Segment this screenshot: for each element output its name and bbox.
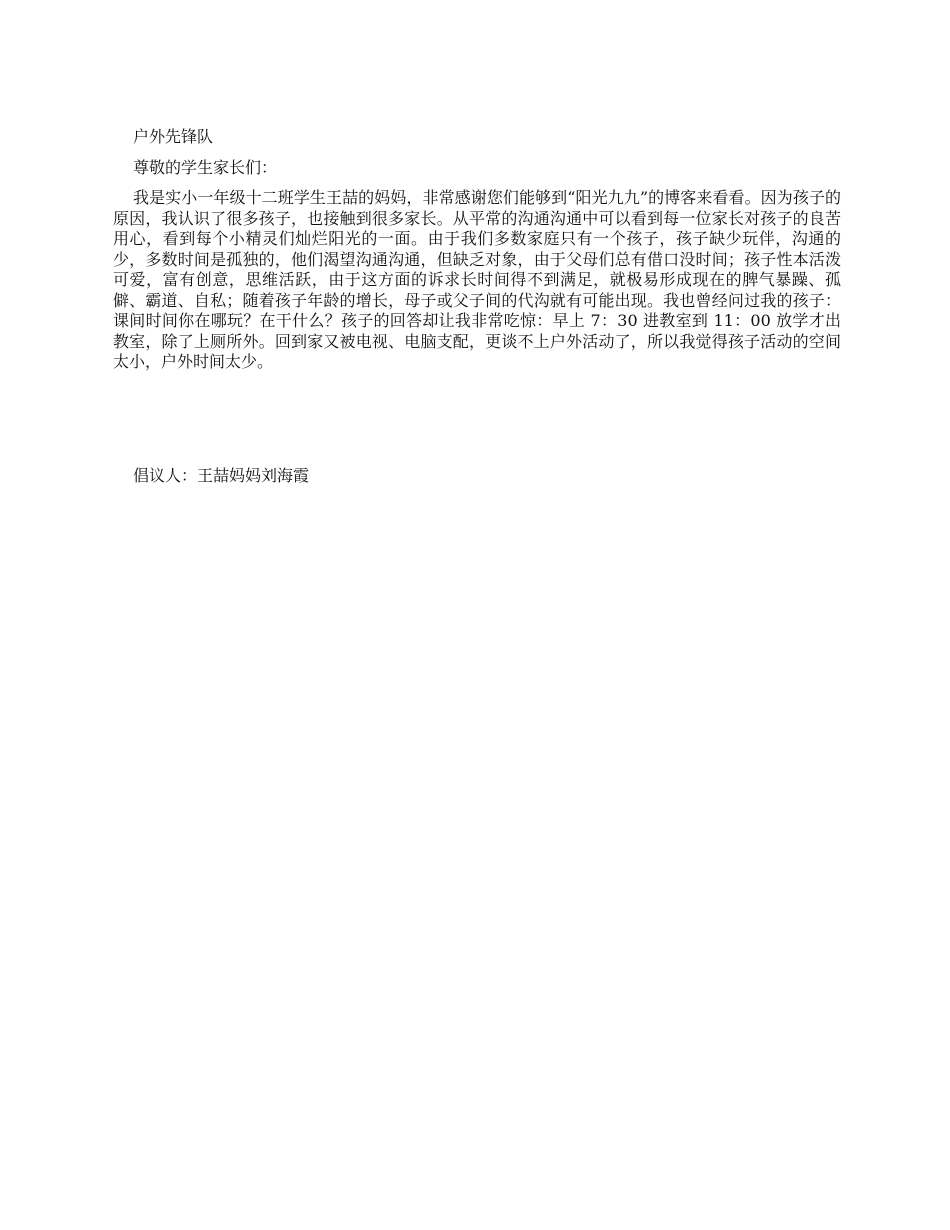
document-page [113,126,841,485]
document-title: 户外先锋队 [133,127,214,146]
body-paragraph: 我是实小一年级十二班学生王喆的妈妈，非常感谢您们能够到“阳光九九”的博客来看看。因为孩子的原因，我认识了很多孩子，也接触到很多家长。从平常的沟通沟通中可以看到每一位家长对孩子的良苦用心，看到每个小精灵们灿烂阳光的一面。由于我们多数家庭只有一个孩子，孩子缺少玩伴，沟通的少，多数时间是孤独的，他们渴望沟通沟通，但缺乏对象，由于父母们总有借口没时间；孩子性本活泼可爱，富有创意，思维活跃，由于这方面的诉求长时间得不到满足，就极易形成现在的脾气暴躁、孤僻、霸道、自私；随着孩子年龄的增长，母子或父子间的代沟就有可能出现。我也曾经问过我的孩子：课间时间你在哪玩？在干什么？孩子的回答却让我非常吃惊：早上 7：30 进教室到 11：00 放学才出教室，除了上厕所外。回到家又被电视、电脑支配，更谈不上户外活动了，所以我觉得孩子活动的空间太小，户外时间太少。 [113,188,841,371]
signature: 倡议人：王喆妈妈刘海霞 [133,466,310,485]
greeting: 尊敬的学生家长们： [133,158,278,177]
